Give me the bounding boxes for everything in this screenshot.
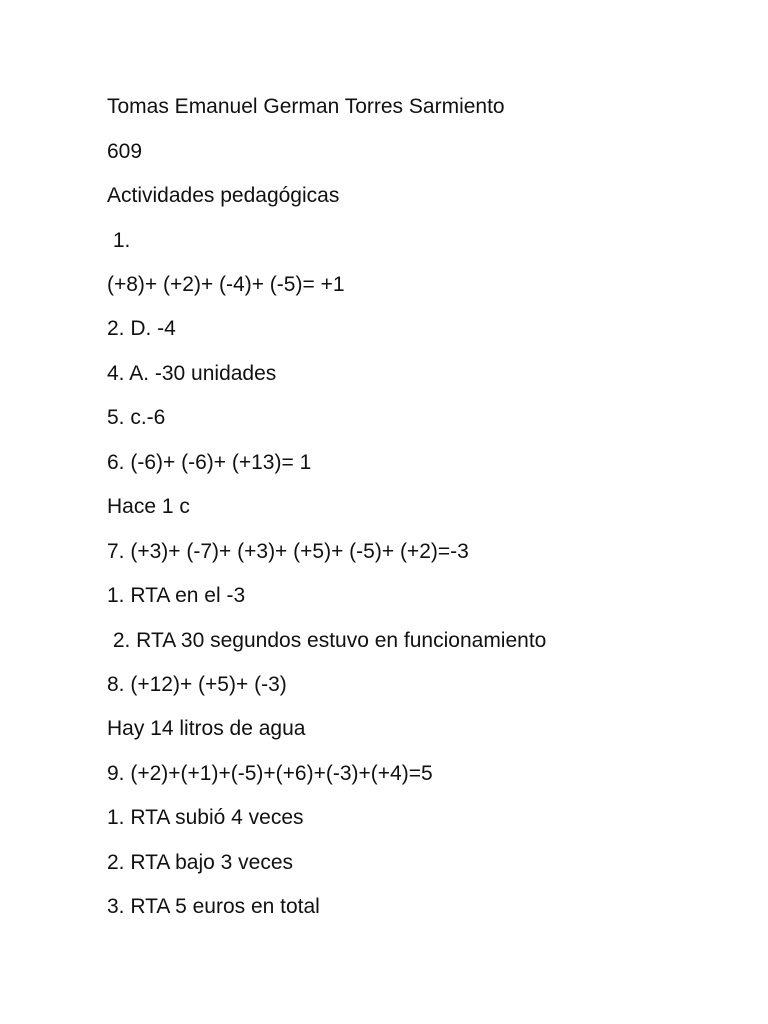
text-line: Hay 14 litros de agua <box>107 717 306 740</box>
text-line: Hace 1 c <box>107 495 190 518</box>
text-line: 1. RTA subió 4 veces <box>107 806 304 829</box>
text-line: 8. (+12)+ (+5)+ (-3) <box>107 673 287 696</box>
text-line: 6. (-6)+ (-6)+ (+13)= 1 <box>107 451 312 474</box>
author-name: Tomas Emanuel German Torres Sarmiento <box>107 95 505 118</box>
group-number: 609 <box>107 140 143 163</box>
text-line: (+8)+ (+2)+ (-4)+ (-5)= +1 <box>107 273 345 296</box>
text-line: 9. (+2)+(+1)+(-5)+(+6)+(-3)+(+4)=5 <box>107 762 433 785</box>
text-line: 2. D. -4 <box>107 317 176 340</box>
text-line: 7. (+3)+ (-7)+ (+3)+ (+5)+ (-5)+ (+2)=-3 <box>107 540 469 563</box>
text-line: 1. RTA en el -3 <box>107 584 246 607</box>
text-line: 2. RTA bajo 3 veces <box>107 851 293 874</box>
text-line: 5. c.-6 <box>107 406 166 429</box>
text-line: 3. RTA 5 euros en total <box>107 895 320 918</box>
document-heading: Actividades pedagógicas <box>107 184 340 207</box>
text-line: 4. A. -30 unidades <box>107 362 277 385</box>
text-line: 2. RTA 30 segundos estuvo en funcionamiento <box>107 629 547 652</box>
text-line: 1. <box>107 229 131 252</box>
